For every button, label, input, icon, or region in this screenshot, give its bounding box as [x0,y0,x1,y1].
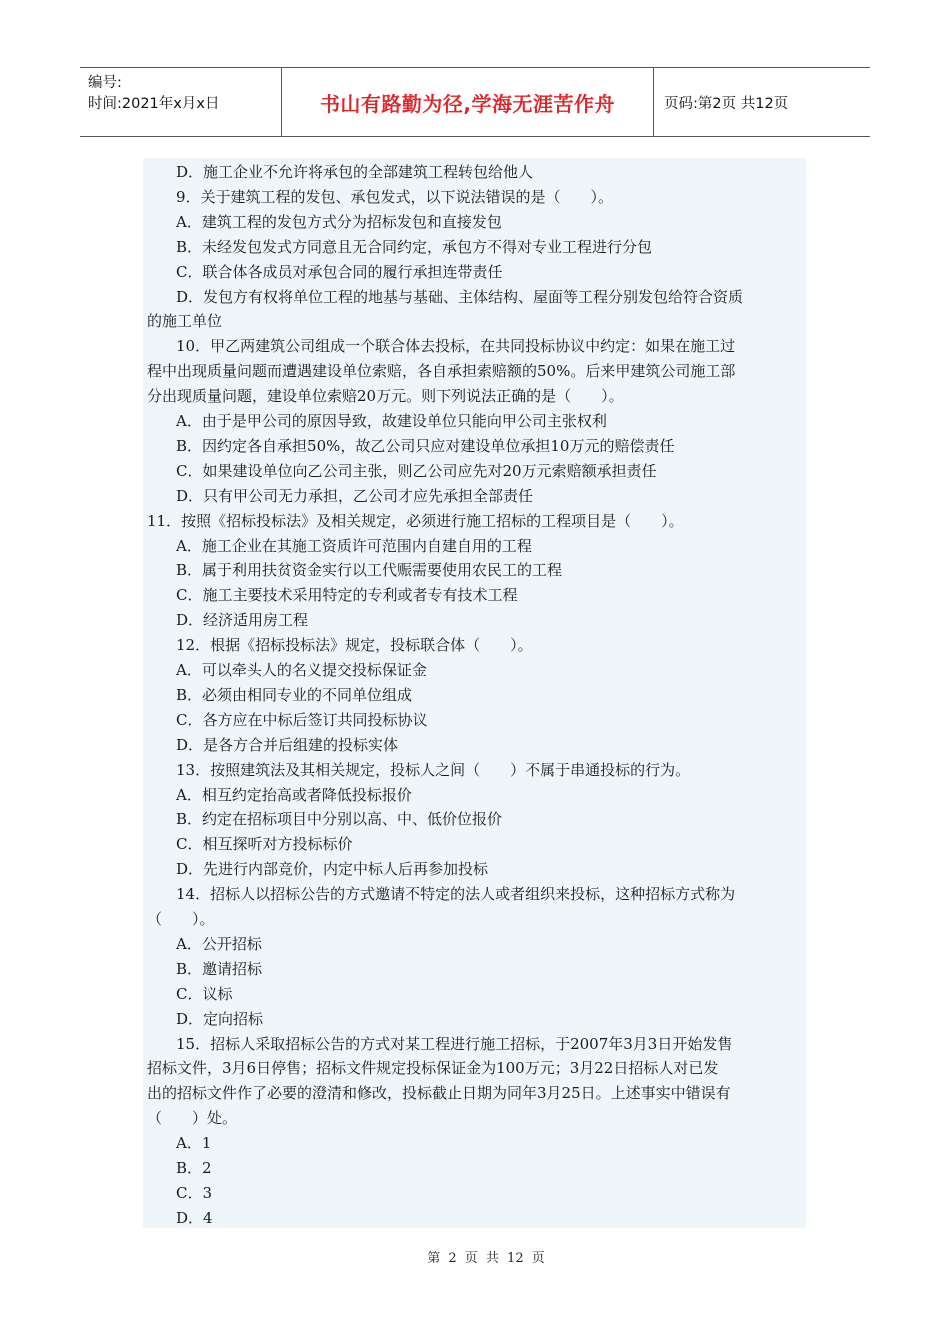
text-line: C．3 [176,1183,213,1202]
text-line: 12．根据《招标投标法》规定，投标联合体（ ）。 [176,636,533,655]
text-line: B．必须由相同专业的不同单位组成 [176,685,413,704]
text-line: A．可以牵头人的名义提交投标保证金 [176,661,427,679]
page-header [80,67,870,137]
text-line: D．发包方有权将单位工程的地基与基础、主体结构、屋面等工程分别发包给符合资质 [176,287,744,306]
text-line: A．公开招标 [176,934,262,953]
text-line: B．邀请招标 [176,959,263,978]
text-line: 11．按照《招标投标法》及相关规定，必须进行施工招标的工程项目是（ ）。 [147,511,684,530]
text-line: C．各方应在中标后签订共同投标协议 [176,710,428,729]
text-line: 的施工单位 [147,312,223,331]
text-line: 招标文件，3月6日停售；招标文件规定投标保证金为100万元；3月22日招标人对已发 [147,1059,719,1078]
text-line: A．施工企业在其施工资质许可范围内自建自用的工程 [176,536,532,555]
text-line: 15．招标人采取招标公告的方式对某工程进行施工招标，于2007年3月3日开始发售 [176,1034,733,1053]
text-line: 14．招标人以招标公告的方式邀请不特定的法人或者组织来投标，这种招标方式称为 [176,885,736,904]
text-line: 10．甲乙两建筑公司组成一个联合体去投标，在共同投标协议中约定：如果在施工过 [176,337,736,356]
text-line: B．2 [176,1159,212,1177]
text-line: 程中出现质量问题而遭遇建设单位索赔，各自承担索赔额的50%。后来甲建筑公司施工部 [147,362,736,381]
text-line: A．相互约定抬高或者降低投标报价 [176,785,412,804]
page-footer: 第 2 页 共 12 页 [427,1251,545,1266]
text-line: B．未经发包发式方同意且无合同约定，承包方不得对专业工程进行分包 [176,237,653,256]
text-line: A．1 [176,1134,212,1153]
text-line: （ ）。 [147,910,215,928]
text-line: 9．关于建筑工程的发包、承包发式，以下说法错误的是（ ）。 [176,187,614,206]
text-line: D．4 [176,1208,213,1227]
text-line: C．如果建设单位向乙公司主张，则乙公司应先对20万元索赔额承担责任 [176,461,657,480]
header-slogan: 书山有路勤为径,学海无涯苦作舟 [282,68,654,136]
text-line: 分出现质量问题，建设单位索赔20万元。则下列说法正确的是（ ）。 [147,387,624,406]
text-line: B．因约定各自承担50%，故乙公司只应对建设单位承担10万元的赔偿责任 [176,436,675,455]
document-time-label: 时间:2021年x月x日 [88,96,220,112]
header-page-info: 页码:第2页 共12页 [664,95,789,112]
text-line: D．施工企业不允许将承包的全部建筑工程转包给他人 [176,163,534,181]
text-line: B．约定在招标项目中分别以高、中、低价位报价 [176,810,503,829]
text-line: A．由于是甲公司的原因导致，故建设单位只能向甲公司主张权利 [176,412,607,430]
text-line: D．是各方合并后组建的投标实体 [176,735,399,754]
text-line: A．建筑工程的发包方式分为招标发包和直接发包 [176,212,502,231]
text-line: C．议标 [176,984,233,1003]
text-line: C．联合体各成员对承包合同的履行承担连带责任 [176,262,503,281]
text-line: D．只有甲公司无力承担，乙公司才应先承担全部责任 [176,486,534,505]
text-line: D．先进行内部竞价，内定中标人后再参加投标 [176,860,489,879]
header-meta [80,68,282,136]
text-line: D．定向招标 [176,1009,264,1028]
text-line: C．施工主要技术采用特定的专利或者专有技术工程 [176,586,518,605]
text-line: 13．按照建筑法及其相关规定，投标人之间（ ）不属于串通投标的行为。 [176,760,691,779]
text-line: D．经济适用房工程 [176,611,309,630]
text-line: （ ）处。 [147,1109,238,1128]
text-line: B．属于利用扶贫资金实行以工代赈需要使用农民工的工程 [176,561,563,580]
text-line: 出的招标文件作了必要的澄清和修改，投标截止日期为同年3月25日。上述事实中错误有 [147,1084,731,1103]
document-number-label: 编号: [88,75,122,91]
document-body [143,158,806,1228]
text-line: C．相互探听对方投标标价 [176,835,353,854]
